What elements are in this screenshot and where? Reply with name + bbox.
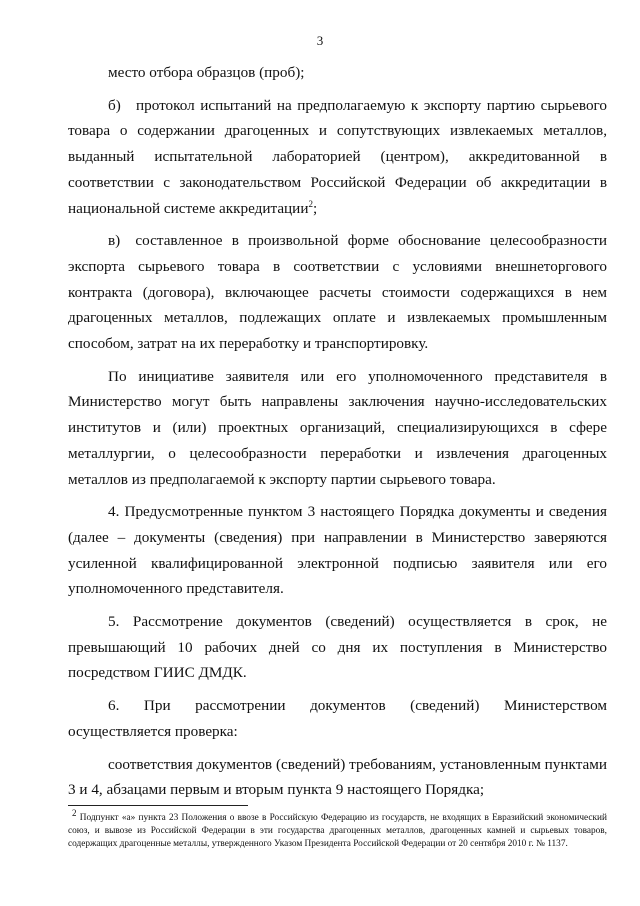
footnote-paragraph [68, 807, 608, 850]
paragraph-text: соответствия документов (сведений) требованиям, установленным пунктами 3 и 4, абзацами первым и вторым пункта 9 настоящего Порядка; [68, 755, 607, 799]
paragraph-item-6 [68, 693, 607, 744]
paragraph-text: По инициативе заявителя или его уполномоченного представителя в Министерство могут быть направлены заключения научно-исследовательских институтов и (или) проектных организаций, специализирующихся в сфере металлургии, о целесообразности переработки и извлечения драгоценных металлов из предполагаемой к экспорту партии сырьевого товара. [68, 367, 607, 488]
page-number: 3 [316, 33, 324, 48]
paragraph-text: место отбора образцов (проб); [108, 64, 305, 81]
paragraph-conformity-check [68, 752, 607, 803]
footnote-divider [68, 805, 248, 806]
footnote-reference: 2 [308, 198, 313, 209]
paragraph-text: б) протокол испытаний на предполагаемую к экспорту партию сырьевого товара о содержании драгоценных и сопутствующих извлекаемых металлов, выданный испытательной лабораторией (центром), аккредитованной в соответствии с законодательством Российской Федерации об аккредитации в национальной системе аккредитации [68, 96, 607, 217]
paragraph-initiative [68, 364, 607, 493]
paragraph-sample-location [68, 60, 607, 86]
paragraph-v-justification [68, 228, 607, 357]
paragraph-text: в) составленное в произвольной форме обоснование целесообразности экспорта сырьевого товара в соответствии с условиями внешнеторгового контракта (договора), включающее расчеты стоимости содержащихся в нем драгоценных металлов, подлежащих оплате и извлекаемых промышленным способом, затрат на их переработку и транспортировку. [68, 232, 607, 353]
paragraph-tail: ; [312, 199, 318, 217]
paragraph-b-test-protocol [68, 93, 607, 222]
paragraph-item-4 [68, 499, 607, 602]
document-body [68, 60, 607, 803]
paragraph-item-5 [68, 609, 607, 686]
paragraph-text: 6. При рассмотрении документов (сведений) Министерством осуществляется проверка: [68, 697, 607, 740]
footnote-text: Подпункт «а» пункта 23 Положения о ввозе в Российскую Федерацию из государств, не входящих в Евразийский экономический союз, и вывозе из Российской Федерации в эти государства драгоценных металлов, драгоценных камней и сырьевых товаров, содержащих драгоценные металлы, утвержденного Указом Президента Российской Федерации от 20 сентября 2010 г. № 1137. [68, 813, 608, 849]
paragraph-text: 5. Рассмотрение документов (сведений) осуществляется в срок, не превышающий 10 рабочих дней со дня их поступления в Министерство посредством ГИИС ДМДК. [68, 613, 607, 682]
footnote-mark: 2 [72, 807, 77, 818]
footnote [68, 807, 608, 850]
paragraph-text: 4. Предусмотренные пунктом 3 настоящего Порядка документы и сведения (далее – документы (сведения) при направлении в Министерство заверяются усиленной квалифицированной электронной подписью заявителя или его уполномоченного представителя. [68, 503, 607, 598]
